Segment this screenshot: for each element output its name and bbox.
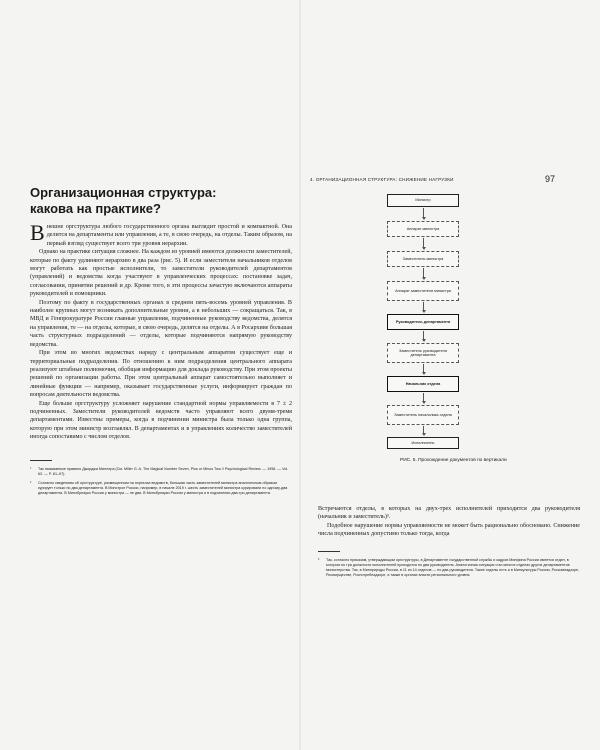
footnote-1 — [30, 467, 292, 477]
footnote-text: Согласно сведениям об оргструктуре, размещенным на порталах ведомств, большая часть заместителей министра аналогичным образом курирует только по два департамента. В Минстрое России, например, в начале 2019 г. шесть заместителей министра курировали по одному-два департамента. В Минобрнауки России у министра — не два. В Минобрнауки России у министра и в подчинении два-три департамента. — [38, 480, 288, 495]
paragraph-5: Еще больше оргструктуру усложняет нарушение стандартной нормы управляемости в 7 ± 2 подчиненных. Заместители руководителей ведомств часто управляют всего двумя-тремя департаментами. Известны примеры, когда в подчинении министра была только одна группа, которую при этом министр возглавлял. В департаментах и в управлениях количество заместителей иногда сопоставимо с числом отделов. — [30, 400, 292, 441]
section-title-line-1: Организационная структура: — [30, 185, 217, 200]
footnote-text: Так называемое правило Джорджа Миллера (См. Miller G. A. The Magical Number Seven, Plus or Minus Two // Psychological Review. — 1956. — Vol. 63. — P. 81–97). — [38, 466, 289, 476]
diagram-box-minister: Министр — [387, 194, 459, 207]
right-paragraph-2: Подобное нарушение нормы управляемости не может быть рационально обосновано. Снижение числа подчиненных допустимо только тогда, когда — [318, 522, 580, 538]
diagram-arrow — [423, 426, 424, 435]
diagram-arrow — [423, 393, 424, 403]
diagram-box-executor: Исполнитель — [387, 437, 459, 449]
diagram-arrow — [423, 268, 424, 279]
footnote-mark: ² — [30, 480, 32, 485]
diagram-box-deputy-office: Аппарат заместителя министра — [387, 281, 459, 301]
hierarchy-diagram — [387, 194, 467, 440]
drop-cap: В — [30, 220, 45, 245]
diagram-box-deputy-department-head: Заместитель руководителя департамента — [387, 343, 459, 363]
section-title — [30, 185, 292, 217]
page-number: 97 — [545, 174, 556, 184]
paragraph-3: Поэтому по факту в государственных органах в среднем пять-восемь уровней управления. В наиболее крупных могут возникать дополнительные уровни, а в небольших — сокращаться. Так, в МВД и Генпрокуратуре России главные управления, подчиненные руководству ведомства, делятся на управления, те — на отделы, которые, в свою очередь, делятся на отделы. А в Росархиве большая часть структурных подразделений — отделы, которые подчиняются напрямую руководству ведомства. — [30, 299, 292, 348]
footnote-text: Так, согласно приказам, утверждающим оргструктуры, в Департаменте государственной службы и кадров Минфина России имеется отдел, в котором по три должности исполнителей приходится по два руководителя. Аналогичная ситуация и во многих отделах других департаментов министерства. Так, в Минприроды России, в 11 из 14 отделов — по два руководителя. Такие отделы есть и в Минкультуры России, Роскомнадзоре, Росимуществе, Роспотребнадзоре, а также в органах власти регионального уровня. — [326, 557, 580, 577]
figure-caption: РИС. 5. Прохождение документов по вертикали — [400, 458, 507, 463]
right-page-body — [318, 505, 580, 582]
footnote-separator — [318, 551, 340, 552]
page-gutter — [299, 0, 301, 750]
paragraph-1 — [30, 220, 292, 248]
diagram-box-deputy-section-head: Заместитель начальника отдела — [387, 405, 459, 425]
paragraph-4: При этом во многих ведомствах наряду с центральным аппаратом существует еще и территориальные подразделения. По отношению к ним подразделения центрального аппарата реализуют штабные полномочия, обобщая информацию для доклада руководству. При этом проекты решений по организации работы. При этом центральный аппарат самостоятельно выполняет и линейные функции — например, оказывает государственные услуги, информирует граждан по вопросам деятельности ведомства. — [30, 350, 292, 399]
diagram-arrow — [423, 302, 424, 312]
paragraph-2: Однако на практике ситуация сложнее. На каждом из уровней имеются должности заместителей, которые по факту удлиняют иерархию в два раза (рис. 5). И если заместители начальников отделов могут работать как простые исполнители, то заместители руководителей департаментов (управлений) и ведомства когда участвуют в управленческих процессах: постановке задач, согласовании, принятии решений и др. Кроме того, в эти процессы зачастую включаются аппараты руководителей и помощники. — [30, 249, 292, 298]
running-head: 4. ОРГАНИЗАЦИОННАЯ СТРУКТУРА: СНИЖЕНИЕ НАГРУЗКИ — [310, 177, 454, 182]
diagram-box-deputy-minister: Заместитель министра — [387, 251, 459, 267]
diagram-box-section-head: Начальник отдела — [387, 376, 459, 392]
right-paragraph-1: Встречаются отделы, в которых на двух-трех исполнителей приходится два руководителя (начальник и заместитель)³. — [318, 506, 580, 521]
section-title-line-2: какова на практике? — [30, 201, 161, 216]
diagram-arrow — [423, 364, 424, 374]
diagram-box-minister-office: Аппарат министра — [387, 221, 459, 237]
diagram-arrow — [423, 238, 424, 249]
diagram-arrow — [423, 331, 424, 341]
left-page — [30, 185, 292, 500]
footnote-separator — [30, 460, 52, 461]
footnote-mark: ¹ — [30, 466, 32, 471]
diagram-box-department-head: Руководитель департамента — [387, 314, 459, 330]
footnote-3 — [318, 558, 580, 578]
footnote-mark: ³ — [318, 557, 320, 562]
footnote-2 — [30, 481, 292, 496]
diagram-arrow — [423, 208, 424, 219]
paragraph-1-text: нешне оргструктура любого государственного органа выглядит простой и компактной. Она делится на департаменты или управления, а те, в свою очередь, на отделы. Таким образом, на первый взгляд существует всего три уровня иерархии. — [46, 224, 292, 247]
